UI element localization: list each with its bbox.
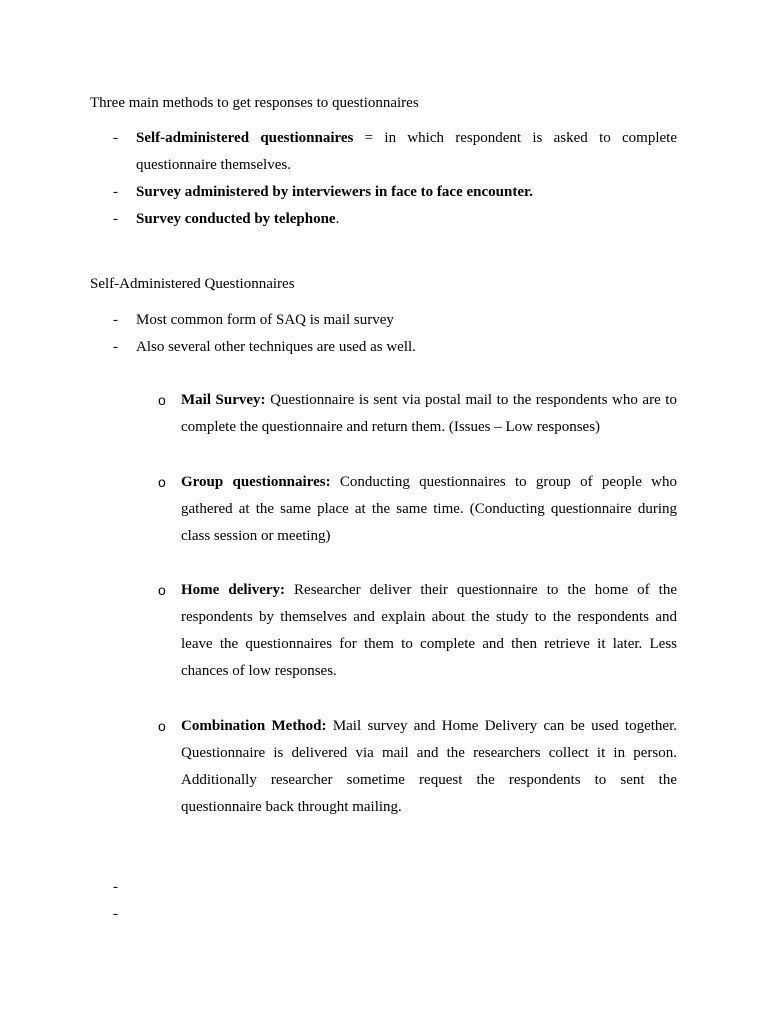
- saq-heading: Self-Administered Questionnaires: [90, 276, 295, 292]
- dash-marker: -: [113, 211, 118, 227]
- intro-heading: Three main methods to get responses to questionnaires: [90, 95, 419, 111]
- dash-marker: -: [113, 906, 118, 922]
- dash-marker: -: [113, 879, 118, 895]
- method-description: = in which respondent is asked to complete questionnaire themselves.: [136, 130, 677, 173]
- technique-description: Questionnaire is sent via postal mail to the respondents who are to complete the questionnaire and return them. (Issues – Low responses): [181, 392, 677, 435]
- circle-bullet-icon: o: [158, 392, 166, 408]
- dash-marker: -: [113, 312, 118, 328]
- circle-bullet-icon: o: [158, 474, 166, 490]
- dash-marker: -: [113, 130, 118, 146]
- method-text: [136, 206, 677, 233]
- circle-bullet-icon: o: [158, 582, 166, 598]
- technique-description: Conducting questionnaires to group of people who gathered at the same place at the same time. (Conducting questionnaire during class session or meeting): [181, 474, 677, 544]
- technique-text: [181, 577, 677, 685]
- method-term: Self-administered questionnaires: [136, 130, 354, 146]
- technique-description: Mail survey and Home Delivery can be used together. Questionnaire is delivered via mail and the researchers collect it in person. Additionally researcher sometime request the respondents to sent the questionnaire back throught mailing.: [181, 718, 677, 815]
- method-term: Survey administered by interviewers in face to face encounter.: [136, 184, 534, 200]
- technique-text: [181, 713, 677, 821]
- technique-description: Researcher deliver their questionnaire to the home of the respondents by themselves and explain about the study to the respondents and leave the questionnaires for them to complete and then retrieve it later. Less chances of low responses.: [181, 582, 677, 679]
- saq-point-text: Also several other techniques are used as well.: [136, 339, 416, 355]
- technique-term: Home delivery:: [181, 582, 285, 598]
- method-text: [136, 179, 677, 206]
- technique-term: Mail Survey:: [181, 392, 266, 408]
- method-term: Survey conducted by telephone: [136, 211, 336, 227]
- dash-marker: -: [113, 339, 118, 355]
- technique-term: Combination Method:: [181, 718, 327, 734]
- dash-marker: -: [113, 184, 118, 200]
- method-text: [136, 125, 677, 179]
- circle-bullet-icon: o: [158, 718, 166, 734]
- saq-point-text: Most common form of SAQ is mail survey: [136, 312, 394, 328]
- technique-text: [181, 469, 677, 550]
- technique-text: [181, 387, 677, 441]
- technique-term: Group questionnaires:: [181, 474, 331, 490]
- method-description: .: [335, 211, 340, 227]
